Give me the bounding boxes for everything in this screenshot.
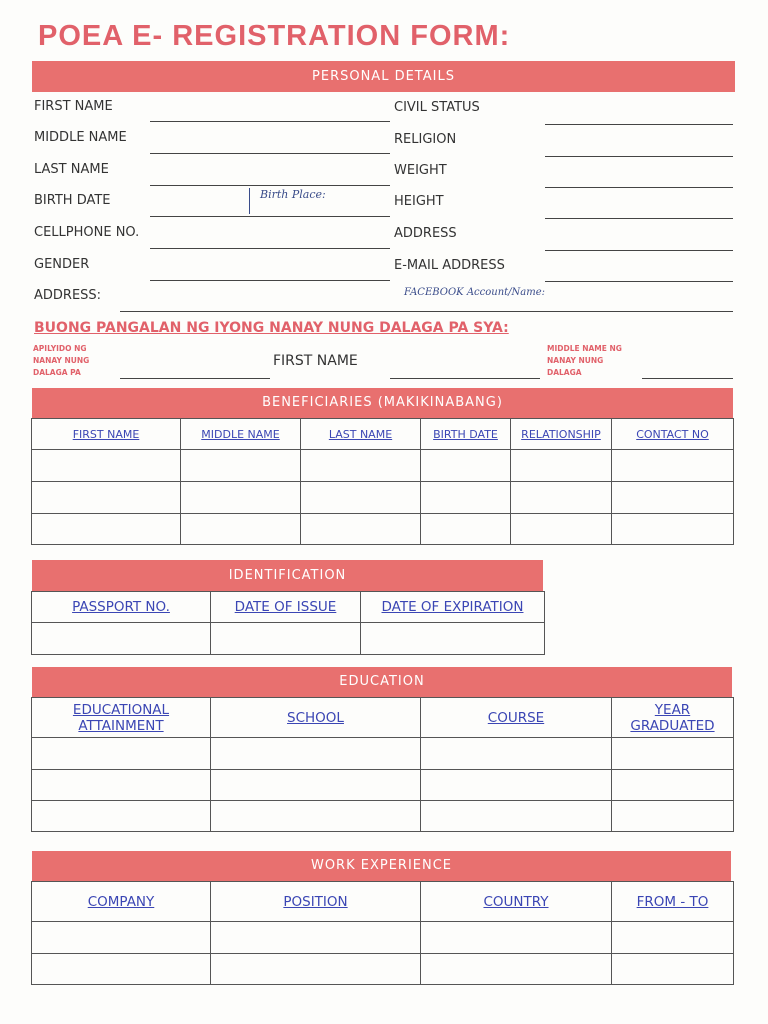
col-birth-date: BIRTH DATE <box>421 419 511 450</box>
col-educational-attainment: EDUCATIONAL ATTAINMENT <box>32 698 211 738</box>
table-cell[interactable] <box>211 801 421 832</box>
table-cell[interactable] <box>612 514 734 545</box>
civil-status-field[interactable] <box>545 124 733 125</box>
facebook-handwritten: FACEBOOK Account/Name: <box>404 287 546 298</box>
mother-surname-label: APILYIDO NG NANAY NUNG DALAGA PA <box>33 344 90 377</box>
mother-first-name-field[interactable] <box>390 378 540 379</box>
mother-name-heading: BUONG PANGALAN NG IYONG NANAY NUNG DALAGA PA SYA: <box>34 320 509 336</box>
table-cell[interactable] <box>301 514 421 545</box>
birth-place-divider <box>249 188 250 214</box>
religion-field[interactable] <box>545 156 733 157</box>
table-cell[interactable] <box>421 450 511 482</box>
gender-label: GENDER <box>34 257 90 272</box>
col-year-graduated: YEAR GRADUATED <box>612 698 734 738</box>
beneficiaries-table <box>31 418 734 545</box>
table-cell[interactable] <box>421 770 612 801</box>
cellphone-field[interactable] <box>150 248 390 249</box>
table-cell[interactable] <box>421 954 612 985</box>
col-first-name: FIRST NAME <box>32 419 181 450</box>
table-cell[interactable] <box>612 801 734 832</box>
col-middle-name: MIDDLE NAME <box>181 419 301 450</box>
col-country: COUNTRY <box>421 882 612 922</box>
table-cell[interactable] <box>421 738 612 770</box>
col-contact-no: CONTACT NO <box>612 419 734 450</box>
table-cell[interactable] <box>511 482 612 514</box>
last-name-label: LAST NAME <box>34 162 109 177</box>
table-cell[interactable] <box>211 770 421 801</box>
last-name-field[interactable] <box>150 185 390 186</box>
first-name-label: FIRST NAME <box>34 99 113 114</box>
col-date-of-issue: DATE OF ISSUE <box>211 592 361 623</box>
education-table <box>31 697 734 832</box>
first-name-field[interactable] <box>150 121 390 122</box>
table-cell[interactable] <box>211 738 421 770</box>
weight-label: WEIGHT <box>394 163 447 178</box>
table-cell[interactable] <box>211 922 421 954</box>
table-cell[interactable] <box>301 482 421 514</box>
civil-status-label: CIVIL STATUS <box>394 100 480 115</box>
table-row <box>32 922 734 954</box>
table-row <box>32 801 734 832</box>
table-cell[interactable] <box>32 514 181 545</box>
mother-middle-name-field[interactable] <box>642 378 733 379</box>
table-row <box>32 623 545 655</box>
col-relationship: RELATIONSHIP <box>511 419 612 450</box>
address-field[interactable] <box>120 311 733 312</box>
table-cell[interactable] <box>181 450 301 482</box>
right-address-label: ADDRESS <box>394 226 457 241</box>
table-cell[interactable] <box>612 738 734 770</box>
table-cell[interactable] <box>421 801 612 832</box>
table-cell[interactable] <box>181 482 301 514</box>
email-label: E-MAIL ADDRESS <box>394 258 505 273</box>
col-passport-no: PASSPORT NO. <box>32 592 211 623</box>
table-cell[interactable] <box>301 450 421 482</box>
table-cell[interactable] <box>32 738 211 770</box>
table-cell[interactable] <box>511 514 612 545</box>
cellphone-label: CELLPHONE NO. <box>34 225 140 240</box>
table-row <box>32 770 734 801</box>
religion-label: RELIGION <box>394 132 457 147</box>
education-header: EDUCATION <box>32 667 732 697</box>
height-field[interactable] <box>545 218 733 219</box>
table-cell[interactable] <box>612 482 734 514</box>
table-row <box>32 738 734 770</box>
col-course: COURSE <box>421 698 612 738</box>
table-cell[interactable] <box>421 482 511 514</box>
mother-middle-name-label: MIDDLE NAME NG NANAY NUNG DALAGA <box>547 344 622 377</box>
table-cell[interactable] <box>32 954 211 985</box>
mother-first-name-label: FIRST NAME <box>273 353 358 369</box>
height-label: HEIGHT <box>394 194 444 209</box>
work-experience-header: WORK EXPERIENCE <box>32 851 731 881</box>
col-from-to: FROM - TO <box>612 882 734 922</box>
birth-date-label: BIRTH DATE <box>34 193 111 208</box>
mother-surname-field[interactable] <box>120 378 270 379</box>
middle-name-label: MIDDLE NAME <box>34 130 127 145</box>
table-cell[interactable] <box>612 954 734 985</box>
col-date-of-expiration: DATE OF EXPIRATION <box>361 592 545 623</box>
table-row <box>32 450 734 482</box>
gender-field[interactable] <box>150 280 390 281</box>
col-school: SCHOOL <box>211 698 421 738</box>
birth-date-field[interactable] <box>150 216 390 217</box>
right-address-field[interactable] <box>545 250 733 251</box>
weight-field[interactable] <box>545 187 733 188</box>
table-cell[interactable] <box>32 770 211 801</box>
table-cell[interactable] <box>211 623 361 655</box>
table-row <box>32 482 734 514</box>
table-cell[interactable] <box>421 514 511 545</box>
col-position: POSITION <box>211 882 421 922</box>
table-cell[interactable] <box>32 922 211 954</box>
table-row <box>32 954 734 985</box>
address-label: ADDRESS: <box>34 288 102 303</box>
table-cell[interactable] <box>612 450 734 482</box>
identification-table <box>31 591 545 655</box>
table-cell[interactable] <box>612 922 734 954</box>
birth-place-handwritten: Birth Place: <box>260 188 326 201</box>
form-title: POEA E- REGISTRATION FORM: <box>38 20 511 52</box>
table-cell[interactable] <box>181 514 301 545</box>
identification-header: IDENTIFICATION <box>32 560 543 591</box>
table-row <box>32 514 734 545</box>
col-company: COMPANY <box>32 882 211 922</box>
table-cell[interactable] <box>511 450 612 482</box>
table-cell[interactable] <box>32 623 211 655</box>
email-field[interactable] <box>545 281 733 282</box>
table-cell[interactable] <box>612 770 734 801</box>
table-cell[interactable] <box>32 450 181 482</box>
table-cell[interactable] <box>32 801 211 832</box>
work-experience-table <box>31 881 734 985</box>
middle-name-field[interactable] <box>150 153 390 154</box>
table-cell[interactable] <box>32 482 181 514</box>
table-cell[interactable] <box>361 623 545 655</box>
beneficiaries-header: BENEFICIARIES (MAKIKINABANG) <box>32 388 733 418</box>
col-last-name: LAST NAME <box>301 419 421 450</box>
personal-details-header: PERSONAL DETAILS <box>32 61 735 92</box>
table-cell[interactable] <box>211 954 421 985</box>
table-cell[interactable] <box>421 922 612 954</box>
